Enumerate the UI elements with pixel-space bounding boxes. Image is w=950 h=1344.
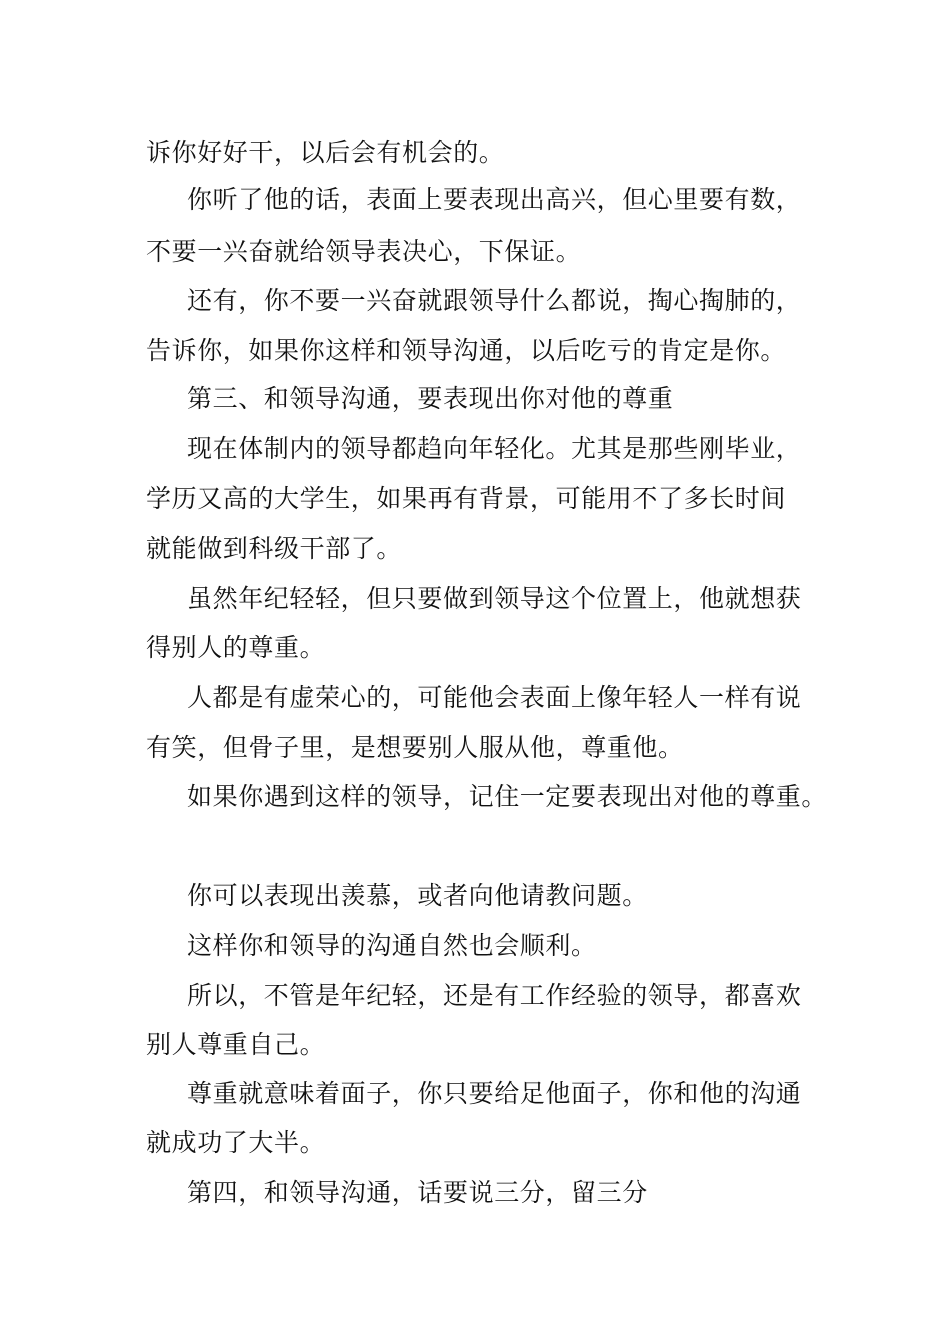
text-line: 如果你遇到这样的领导，记住一定要表现出对他的尊重。 bbox=[187, 782, 828, 811]
text-line: 告诉你，如果你这样和领导沟通，以后吃亏的肯定是你。 bbox=[146, 336, 787, 365]
text-line: 虽然年纪轻轻，但只要做到领导这个位置上，他就想获 bbox=[187, 584, 802, 613]
text-line: 所以，不管是年纪轻，还是有工作经验的领导，都喜欢 bbox=[187, 981, 802, 1010]
text-line: 你听了他的话，表面上要表现出高兴，但心里要有数， bbox=[187, 185, 802, 214]
text-line: 就能做到科级干部了。 bbox=[146, 534, 403, 563]
text-line: 尊重就意味着面子，你只要给足他面子，你和他的沟通 bbox=[187, 1079, 802, 1108]
text-line: 你可以表现出羡慕，或者向他请教问题。 bbox=[187, 881, 648, 910]
text-line: 这样你和领导的沟通自然也会顺利。 bbox=[187, 931, 597, 960]
text-line: 有笑，但骨子里，是想要别人服从他，尊重他。 bbox=[146, 733, 684, 762]
text-line: 学历又高的大学生，如果再有背景，可能用不了多长时间 bbox=[146, 484, 787, 513]
text-line: 不要一兴奋就给领导表决心，下保证。 bbox=[146, 237, 582, 266]
text-line: 别人尊重自己。 bbox=[146, 1030, 326, 1059]
text-line: 现在体制内的领导都趋向年轻化。尤其是那些刚毕业， bbox=[187, 434, 802, 463]
text-line: 就成功了大半。 bbox=[146, 1128, 326, 1157]
text-line: 得别人的尊重。 bbox=[146, 633, 326, 662]
text-line: 还有，你不要一兴奋就跟领导什么都说，掏心掏肺的， bbox=[187, 286, 802, 315]
section-heading: 第四，和领导沟通，话要说三分，留三分 bbox=[187, 1178, 648, 1207]
text-line: 诉你好好干，以后会有机会的。 bbox=[146, 138, 505, 167]
text-line: 人都是有虚荣心的，可能他会表面上像年轻人一样有说 bbox=[187, 683, 802, 712]
section-heading: 第三、和领导沟通，要表现出你对他的尊重 bbox=[187, 384, 674, 413]
